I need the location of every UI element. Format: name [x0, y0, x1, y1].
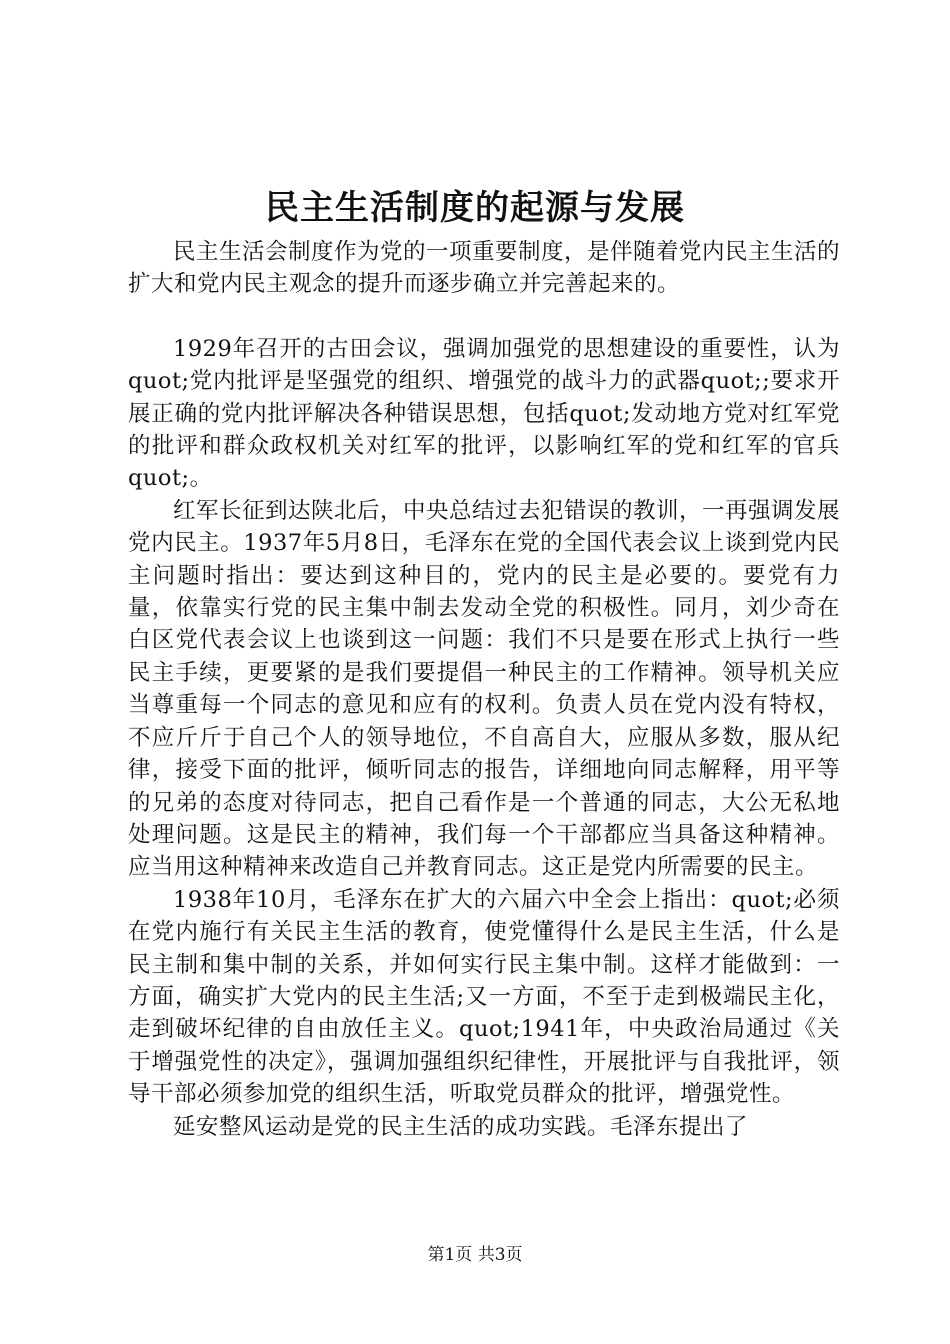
document-body [128, 236, 840, 1143]
document-title: 民主生活制度的起源与发展 [265, 188, 685, 228]
paragraph-gutian: 1929年召开的古田会议，强调加强党的思想建设的重要性，认为quot;党内批评是坚强党的组织、增强党的战斗力的武器quot;;要求开展正确的党内批评解决各种错误思想，包括quot;发动地方党对红军党的批评和群众政权机关对红军的批评，以影响红军的党和红军的官兵quot;。 [128, 335, 840, 492]
paragraph-shaanbei: 红军长征到达陕北后，中央总结过去犯错误的教训，一再强调发展党内民主。1937年5月8日，毛泽东在党的全国代表会议上谈到党内民主问题时指出：要达到这种目的，党内的民主是必要的。要党有力量，依靠实行党的民主集中制去发动全党的积极性。同月，刘少奇在白区党代表会议上也谈到这一问题：我们不只是要在形式上执行一些民主手续，更要紧的是我们要提倡一种民主的工作精神。领导机关应当尊重每一个同志的意见和应有的权利。负责人员在党内没有特权，不应斤斤于自己个人的领导地位，不自高自大，应服从多数，服从纪律，接受下面的批评，倾听同志的报告，详细地向同志解释，用平等的兄弟的态度对待同志，把自己看作是一个普通的同志，大公无私地处理问题。这是民主的精神，我们每一个干部都应当具备这种精神。应当用这种精神来改造自己并教育同志。这正是党内所需要的民主。 [128, 497, 841, 881]
paragraph-1938: 1938年10月，毛泽东在扩大的六届六中全会上指出：quot;必须在党内施行有关民主生活的教育，使党懂得什么是民主生活，什么是民主制和集中制的关系，并如何实行民主集中制。这样才能做到：一方面，确实扩大党内的民主生活;又一方面，不至于走到极端民主化，走到破坏纪律的自由放任主义。quot;1941年，中央政治局通过《关于增强党性的决定》，强调加强组织纪律性，开展批评与自我批评，领导干部必须参加党的组织生活，听取党员群众的批评，增强党性。 [128, 886, 840, 1108]
paragraph-yanan: 延安整风运动是党的民主生活的成功实践。毛泽东提出了 [173, 1113, 749, 1140]
paragraph-intro: 民主生活会制度作为党的一项重要制度，是伴随着党内民主生活的扩大和党内民主观念的提升而逐步确立并完善起来的。 [128, 239, 841, 298]
page-number: 第1页 共3页 [427, 1245, 523, 1265]
